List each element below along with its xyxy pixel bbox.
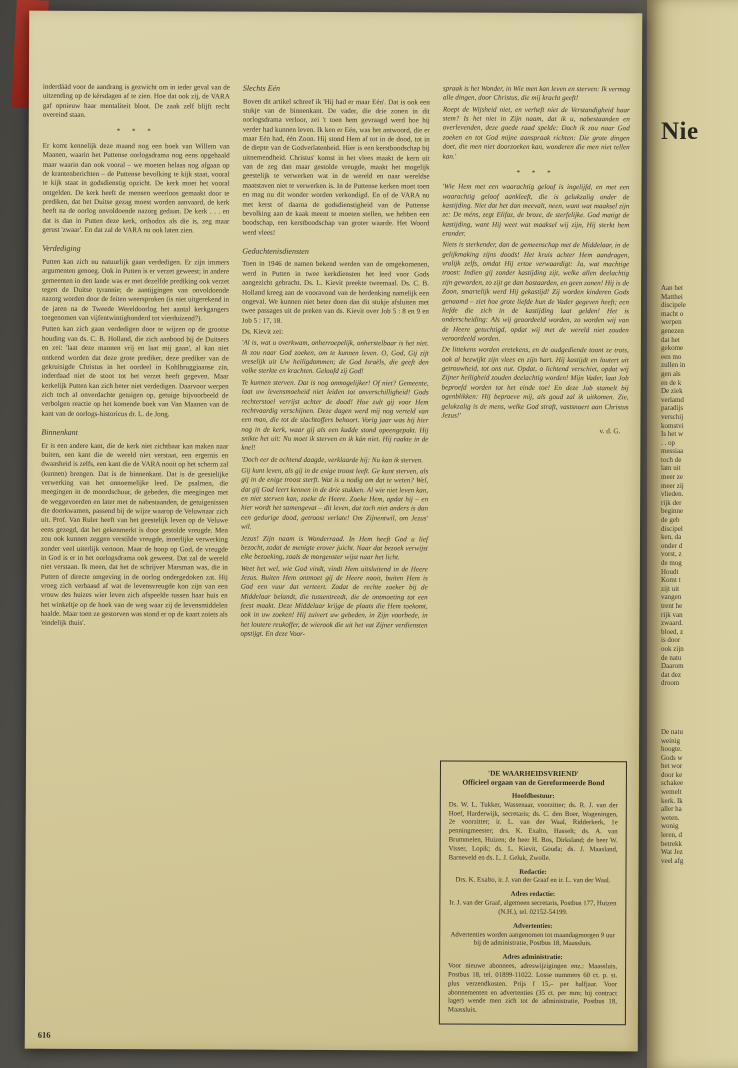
paragraph: inderdáád voor de aandrang is gezwicht om in ieder geval van de uitzending op de kérsdagen af te zien. Hoe dat ook zij, de VARA gaf opnieuw haar mentaliteit bloot. De zaak zelf blijft recht overeind staan.: [42, 82, 230, 119]
column-3: [439, 84, 630, 1025]
quote-paragraph: Weet het wel, wie God vindt, vindt Hem uitsluitend in de Heere Jezus. Buiten Hem ontmoet gij de Heere nooit, buiten Hem is God een vuur dat verteert. Zodat de rechte zoeker bij de Middelaar belandt, die tussentreedt, die de ontmoeting tot een feest maakt. Deze Middelaar krijge de plaats die Hem toekomt, ook in uw zoeken! Hij zuivert uw gebeden, in Zijn voorbede, in het loutere reukoffer, de wierook die uit het vat Zijner verdiensten opstijgt. En deze Voor-: [240, 564, 428, 639]
box-heading-advertenties: Advertenties:: [513, 922, 553, 930]
box-body-hoofdbestuur: Ds. W. L. Tukker, Wassenaar, voorzitter; ds. R. J. van der Hoef, Harderwijk, secretaris; ds. C. den Boer, Wageningen, 2e voorzitter; ir. L. van der Waal, Ridderkerk, 1e penningmeester; drs. K. Exalto, Hasselt; ds. A. van Brummelen, Huizen; de heer H. Bos, Dirksland; de heer W. Visser, Lopik; ds. L. Kievit, Gouda; ds. J. Maasland, Barneveld en ds. L. J. Geluk, Zwolle.: [448, 801, 618, 862]
quote-paragraph: spraak is het Wonder, in Wie men kan leven en sterven: Ik vermag alle dingen, door Christus, die mij kracht geeft!: [442, 84, 630, 103]
box-heading-adres-administratie: Adres administratie:: [502, 953, 563, 962]
heading-verdediging: Verdediging: [42, 244, 81, 254]
adjacent-page-text-bottom: De natu weinig hoogte. Gods w het wor door ke schakee wemelt kerk. Ik aller ha weten. wonig leren, d betrekk Wat Jez veel afg: [661, 727, 684, 865]
adjacent-page-heading: Nie: [661, 118, 699, 145]
paragraph: Ds. Kievit zei:: [241, 327, 284, 336]
heading-binnenkant: Binnenkant: [41, 427, 78, 437]
quote-paragraph: Roept de Wijsheid niet, en verheft niet de Verstandigheid haar stem? Is het niet in Zijn naam, dat ik u, nabestaanden en overlevenden, deze goede raad spelde: Doch ik zou naar God zoeken en tot God mijne aanspraak richten: Die grote dingen doet, die men niet doorzoeken kan, wonderen die men niet tellen kan.': [442, 105, 630, 161]
box-heading-hoofdbestuur: Hoofdbestuur:: [511, 792, 555, 800]
adjacent-page: [647, 0, 738, 1068]
column-2: [239, 84, 430, 1025]
quote-paragraph: 'Doch eer de ochtend daagde, verklaarde hij: Nu kan ik sterven.: [241, 455, 424, 465]
magazine-page: [25, 11, 643, 1052]
heading-gedachtenisdiensten: Gedachtenisdiensten: [242, 246, 309, 256]
page-number: 616: [37, 1029, 51, 1040]
quote-paragraph: 'Al is, wat u overkwam, onherroepelijk, onherstelbaar is het niet. Ik zou naar God zoeken, om te kunnen leven. O, God, Gij zijt vreselijk uit Uw heiligdommen; de God Israëls, die geeft den volke sterkte en krachten. Geloofd zij God!: [241, 338, 429, 376]
three-column-layout: [39, 83, 630, 1026]
box-body-adres-redactie: Ir. J. van der Graaf, algemeen secretaris, Postbus 177, Huizen (N.H.), tel. 02152-54199.: [449, 899, 617, 916]
quote-paragraph: 'Wie Hem met een waarachtig geloof is ingelijfd, en met een waarachtig geloof aankleeft, die is gelukzalig onder de kastijding. Niet dat het dan meevalt, neen, want wat maaksel zijn ze: De méns, zegt Elifaz, de broze, de sterfelijke. God matigt de kastijding, want Hij weet wat maaksel wij zijn, Hij sterkt hem eronder.: [442, 182, 630, 238]
box-body-redactie: Drs. K. Exalto, ir. J. van der Graaf en ir. L. van der Waal.: [455, 876, 611, 885]
box-heading-redactie: Redactie:: [519, 868, 547, 876]
box-heading-adres-redactie: Adres redactie:: [510, 891, 556, 899]
box-body-advertenties: Advertenties worden aangenomen tot maandagmorgen 9 uur bij de administratie, Postbus 18, Maassluis.: [450, 931, 615, 948]
paragraph: Er is een andere kant, die de kerk niet zichtbaar kan maken naar buiten, een kant die de wereld niet verstaat, een ergernis en dwaasheid is zelfs, een kant die de VARA nooit op het scherm zal (kunnen) brengen. Dat is de binnenkant. Dat is de geestelijke verwerking van het onnoemelijke leed. De psalmen, die meegingen in de moordschuur, de gebeden, die meegingen met de weggevoerden en later met de nabestaanden, de getuigenissen die doorkwamen, passend bij de wijze waarop de Veluwnaar zich uit. Prof. Van Ruler heeft van het geestelijk leven op de Veluwe eens gezegd, dat het gekenmerkt is door gestolde vreugde. Men zou ook kunnen zeggen verstilde vreugde, innerlijke verwerking zonder veel uiterlijk vertoon. Maar de hoop op God, de vreugde in God is er in het oorlogsdrama ook geweest. Dat zal de wereld niet verstaan. Ik meen, dat het de schrijver Marsman was, die in Putten of directe omgeving in de oorlog ondergedoken zat. Hij vroeg zich verbaasd af wat de levensvreugde kon zijn van een vrouw des huizes wier leven zich afspeelde tussen haar huis en het winkeltje op de hoek van de weg waar zij de levensmiddelen haalde. Maar toen ze gestorven was stond er op de kaart zoiets als 'eindelijk thuis'.: [40, 441, 229, 628]
heading-slechts-een: Slechts Eén: [242, 83, 281, 93]
quote-paragraph: Niets is sterkender, dan de gemeenschap met de Middelaar, in de gelijkmaking zijns doods! Het kruis achter Hem aandragen, vrolijk zelfs, omdat Hij ertoe verwaardigt: Ja, wat machtige troost: Indien gij zonder kastijding zijt, welke allen deelachtig zijn geworden, zo zijt ge dan bastaarden, en geen zonen! Hij is de Zoon, smartelijk werd Hij gekastijd! Zij worden kinderen Gods genaamd – ziet hoe grote liefde hun de Vader gegeven heeft; een liefde die zich in de kastijding laat gelden! Het is onderscheiding: Als wij geoordeeld worden, zo worden wij van de Heere getuchtigd, opdat wij met de wereld niet zouden veroordeeld worden.: [441, 240, 630, 343]
quote-paragraph: De littekens worden eretekens, en de oudgediende toont ze trots, ook al bezwijkt zijn vlees en zijn hart. Hij kastijdt en loutert uit getrouwheid, tot ons nut. Opdat, o lichtend verschiet, opdat wij Zijner heiligheid zouden deelachtig worden! Mijn Vader, laat Job beproefd worden tot het einde toe! En deze Job stamelt bij ogenblikken: Hij beproeve mij, als goud zal ik uitkomen. Zie, gelukzalig is de mens, welke God straft, vastsnoert aan Christus Jezus!': [441, 345, 629, 420]
box-body-adres-administratie: Voor nieuwe abonnees, adreswijzigingen enz.: Maassluis, Postbus 18, tel. 01899-11022. Losse nummers 60 ct. p. st. plus verzendkosten. Prijs f 15,– per halfjaar. Voor abonnementen en advertenties (35 ct. per mm; bij contract lager) wende men zich tot de administratie, Postbus 18, Maassluis.: [447, 962, 618, 1014]
section-separator: * * *: [516, 168, 556, 177]
paragraph: Er komt kennelijk deze maand nog een boek van Willem van Maanen, waarin het Puttense oorlogsdrama nog eens opgehaald maar waarin dan ook vooral – we moeten helaas nog afgaan op de krantenberichten – de Puttense bevolking te kijk staat, vooral te kijk staat in godsdienstig opzicht. De kerk moet het vooral ontgelden. De kerk heeft de mensen weerloos gemaakt door te prediken, dat het Duitse gezag moest worden aanvaard, de kerk heeft na de oorlog onvoldoende nazorg gedaan. De kerk . . . en dat is dan in Putten deze kerk, orthodox als die is, zeg maar gerust 'zwaar'. En dat zal de VARA nu ook laten zien.: [42, 141, 230, 235]
quote-paragraph: Te kunnen sterven. Dat is nog onmogelijker! Of niet? Gemeente, laat uw levensmoeheid niet leiden tot onverschilligheid! Gods rechterstoel verrijst achter de dood! Hoe zult gij voor Hem rechtvaardig verschijnen. Deze dagen werd mij nog verteld van een man, die tot de slachtoffers behoort. Vorig jaar was hij hier nog in de kerk, waar gij als een kudde stond opeengepakt. Hij snikte het uit: Nu moet ik sterven en ik kán niet. Hij raakte in de knel!: [241, 378, 429, 452]
paragraph: Putten kan zich nu natuurlijk gaan verdedigen. Er zijn immers argumenten genoeg. Ook in Putten is er verzet geweest; in andere gemeenten in den lande was er met dezelfde prediking ook verzet tegen de Duitse tyrannie; de aantijgingen van onvoldoende nazorg worden door de feiten weersproken (is niet uitgerekend in de jaren na de Tweede Wereldoorlog het aantal kerkgangers toegenomen van vijfentwintighonderd tot vierduizend?).: [41, 257, 230, 323]
adjacent-page-text-top: Aan het Matthei discipele macht o werpen genezen dat het gekome een mo zullen in gen als en de k De ziek verlamd paradijs verschij komstvi Is het w . . op messiaa toch de lam uit meer ze meer zij vlieden. rijk der beginne de geb discipel ken, da onder d vorst, z de mog Houdt Komt t zijt uit vangen trent he rijk van zwaard. bloed, z is door ook zijn de natu Daarom dat dez droom: [661, 284, 686, 688]
section-separator: * * *: [116, 127, 156, 136]
quote-paragraph: Jezus! Zijn naam is Wonderraad. In Hem heeft God u lief bezocht, zodat de menigte erover juicht. Naar dat bezoek verwijst elke bezoeking, zoals de morgenster wijst naar het licht.: [240, 534, 428, 562]
paragraph: Putten kan zich gaan verdedigen door te wijzen op de grootse houding van ds. C. B. Holland, die zich aanbood bij de Duitsers en zei: 'laat deze mannen vrij en laat mij gaan', al kan niet ontkend worden dat deze grote prediker, deze prediker van de gekruisigde Christus in het oordeel in Kohlbruggiaanse zin, inderdaad niet de stoot tot het verzet heeft gegeven. Maar kerkelijk Putten kan zich beter niet verdedigen. Daarvoor werpen zich toch al onverdachte getuigen op, getuige bijvoorbeeld de verbolgen reactie op het komende boek van Van Maanen van de kant van de oorlogs-historicus dr. L. de Jong.: [41, 325, 229, 418]
column-1: [39, 83, 230, 1024]
waarheidsvriend-colophon-box: [439, 760, 627, 1025]
author-initials: v. d. G.: [599, 427, 621, 436]
box-title: 'DE WAARHEIDSVRIEND': [488, 768, 579, 778]
quote-paragraph: Gij kunt leven, als gij in de enige troost leeft. Ge kunt sterven, als gij in de enige troost sterft. Wat is u nodig om dat te weten? Wel, dat gij God leert kennen in de drie stukken. Al wie niet leven kan, en niet sterven kan, zoeke de Heere. Zoeke Hem, opdat hij – en hier wordt het samengevat – dit leven, dat toch niet anders is dan een gedurige dood, getroost verlate! Om Zijnentwil, om Jezus' wil.: [241, 466, 429, 531]
paragraph: Toen in 1946 de namen bekend werden van de omgekomenen, werd in Putten in twee kerkdiensten het leed voor Gods aangezicht gebracht. Ds. L. Kievit preekte tweemaal. Ds. C. B. Holland kreeg aan de vooravond van de herdenking namelijk een ongeval. We kunnen niet beter doen dan dit stukje afsluiten met twee passages uit de preken van ds. Kievit over Job 5 : 8 en 9 en Job 5 : 17, 18.: [241, 260, 430, 325]
box-subtitle: Officieel orgaan van de Gereformeerde Bond: [462, 777, 605, 788]
paragraph: Boven dit artikel schreef ik 'Hij had er maar Eén'. Dat is ook een stukje van de binnenkant. De vader, die drie zonen in dit oorlogsdrama verloor, zei 't toen hem gevraagd werd hoe hij verder had kunnen leven. Ik ken er Eén, was het antwoord, die er maar Eén had, één Zoon. Hij stond Hem af tot in de dood, tot in de diepte van de Godverlatenheid. Hier is een kerstboodschap bij uitnemendheid. Christus' komst in het vlees maakt de kern uit van de zeg dan maar gestolde vreugde, maakt het mogelijk geestelijk te verwerken wat in de wereld en naar wereldse maatstaven niet te verwerken is. In de Puttense kerken moet toen en mag nu dit wonder worden verkondigd. En of de VARA nu met kerst of daarna de godsdienstigheid van de Puttense bevolking aan de kaak meent te moeten stellen, we hebben een boodschap, een kerstboodschap van groter waarde. Het Woord werd vlees!: [242, 97, 430, 237]
